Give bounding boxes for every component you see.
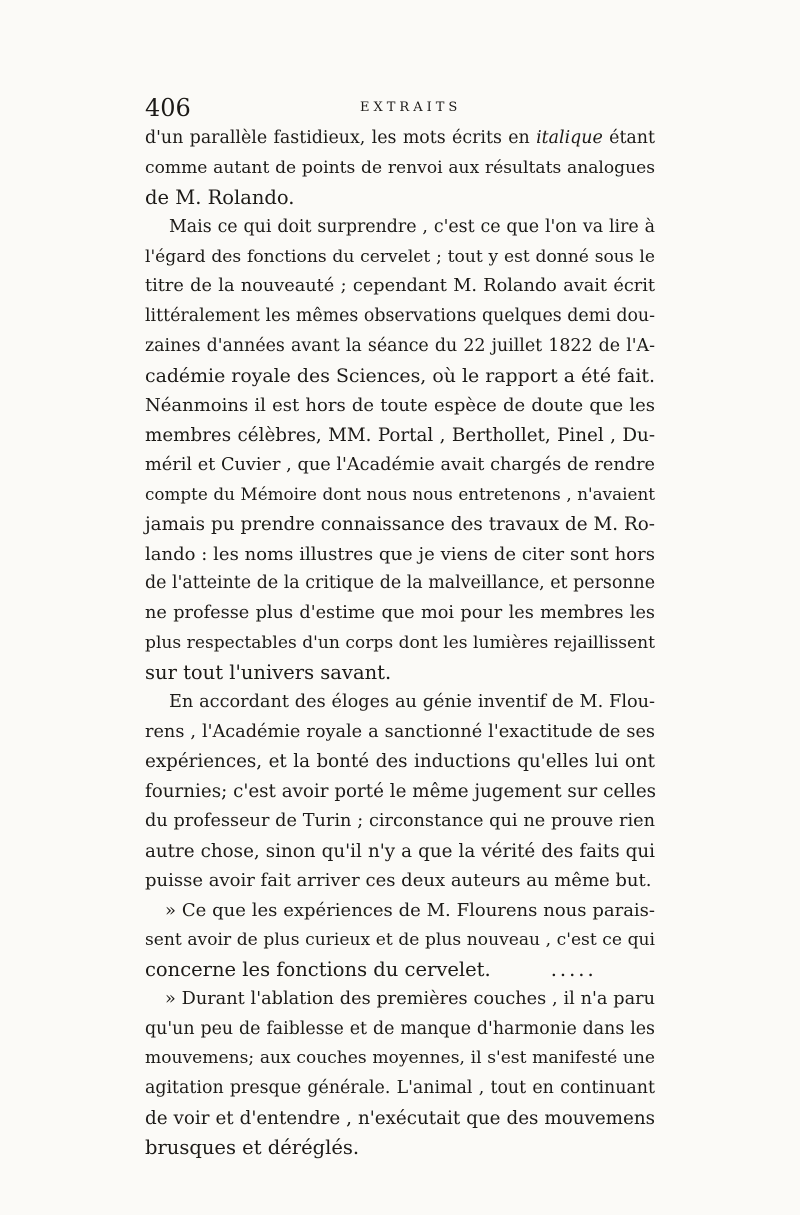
text-line: titre de la nouveauté ; cependant M. Rolando avait écrit [145, 276, 655, 297]
text-line: compte du Mémoire dont nous nous entretenons , n'avaient [145, 484, 655, 505]
paragraph-1 [145, 124, 655, 213]
ellipsis-dots: ..... [550, 958, 597, 982]
text-line: mouvemens; aux couches moyennes, il s'est manifesté une [145, 1048, 655, 1069]
body-text [145, 124, 655, 1163]
text-line: zaines d'années avant la séance du 22 juillet 1822 de l'A- [145, 335, 655, 356]
text-line: méril et Cuvier , que l'Académie avait chargés de rendre [145, 454, 655, 475]
page-number: 406 [145, 94, 191, 122]
paragraph-3 [145, 688, 655, 896]
text-line: sent avoir de plus curieux et de plus nouveau , c'est ce qui [145, 929, 655, 950]
text-line: jamais pu prendre connaissance des travaux de M. Ro- [145, 513, 655, 535]
paragraph-5 [145, 985, 655, 1163]
text-line: rens , l'Académie royale a sanctionné l'exactitude de ses [145, 721, 655, 742]
text-line: brusques et déréglés. [145, 1136, 360, 1160]
text-line: En accordant des éloges au génie inventif de M. Flou- [169, 692, 655, 713]
text-line: ne professe plus d'estime que moi pour les membres les [145, 603, 655, 623]
text-line: expériences, et la bonté des inductions qu'elles lui ont [145, 751, 655, 773]
text-line: sur tout l'univers savant. [145, 661, 392, 685]
text-line: » Ce que les expériences de M. Flourens nous parais- [165, 899, 655, 921]
text-line: » Durant l'ablation des premières couches , il n'a paru [165, 988, 655, 1009]
text-line: littéralement les mêmes observations quelques demi dou- [145, 306, 655, 327]
text-line: de M. Rolando. [145, 186, 295, 210]
text-line: comme autant de points de renvoi aux résultats analogues [145, 157, 655, 178]
text-line: d'un parallèle fastidieux, les mots écrits en italique étant [145, 128, 655, 148]
text-line: Mais ce qui doit surprendre , c'est ce que l'on va lire à [169, 217, 655, 238]
text-line: autre chose, sinon qu'il n'y a que la vérité des faits qui [145, 840, 655, 862]
text-line: concerne les fonctions du cervelet. ..... [145, 958, 597, 982]
text-line: de l'atteinte de la critique de la malveillance, et personne [145, 573, 655, 594]
text-line: membres célèbres, MM. Portal , Berthollet, Pinel , Du- [145, 424, 655, 446]
text-line: agitation presque générale. L'animal , tout en continuant [145, 1078, 655, 1098]
paragraph-4 [145, 896, 655, 985]
text-line: fournies; c'est avoir porté le même jugement sur celles [145, 781, 657, 803]
text-line: cadémie royale des Sciences, où le rapport a été fait. [145, 364, 655, 387]
text-line: plus respectables d'un corps dont les lumières rejaillissent [145, 632, 655, 653]
italic-word: italique [536, 128, 603, 148]
page-header [145, 92, 660, 124]
text-line: puisse avoir fait arriver ces deux auteurs au même but. [145, 870, 652, 892]
text-line: Néanmoins il est hors de toute espèce de doute que les [145, 395, 655, 417]
paragraph-2 [145, 213, 655, 688]
text-line: de voir et d'entendre , n'exécutait que des mouvemens [145, 1107, 655, 1129]
text-line: qu'un peu de faiblesse et de manque d'harmonie dans les [145, 1018, 655, 1039]
text-line: lando : les noms illustres que je viens de citer sont hors [145, 543, 655, 565]
text-line: du professeur de Turin ; circonstance qui ne prouve rien [145, 810, 655, 831]
running-head: EXTRAITS [360, 100, 462, 115]
text-line: l'égard des fonctions du cervelet ; tout y est donné sous le [145, 246, 655, 267]
